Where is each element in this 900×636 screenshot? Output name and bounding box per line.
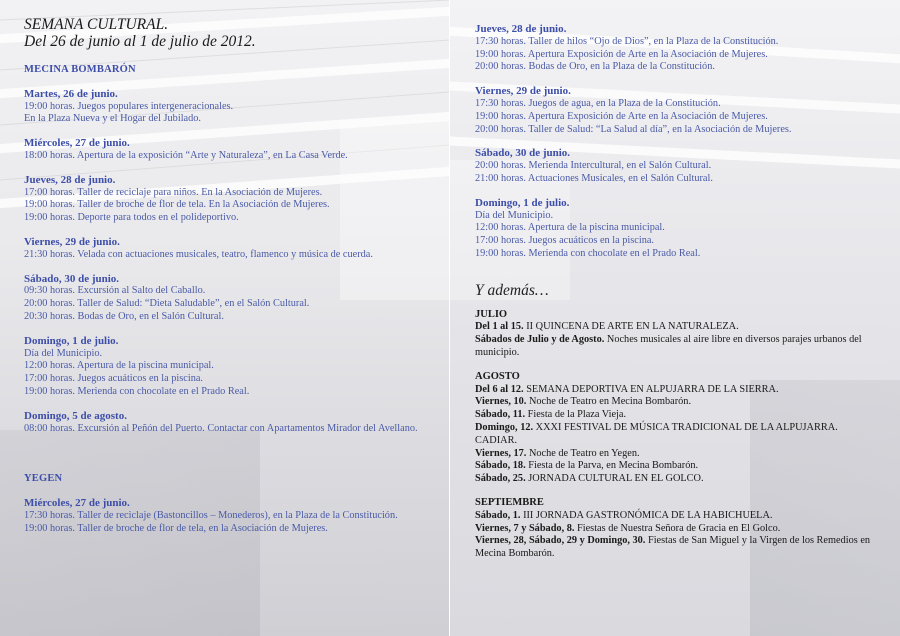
month-title: SEPTIEMBRE <box>475 496 544 508</box>
event-description: Fiesta de la Plaza Vieja. <box>525 409 627 421</box>
event-line: 19:00 horas. Merienda con chocolate en el Prado Real. <box>24 385 250 397</box>
event-date: Viernes, 10. <box>475 396 527 408</box>
month-event <box>475 510 880 523</box>
left-column <box>24 16 424 536</box>
day-title: Miércoles, 27 de junio. <box>24 497 130 510</box>
event-line: 17:30 horas. Taller de hilos “Ojo de Dios”, en la Plaza de la Constitución. <box>475 35 779 47</box>
day-block <box>24 88 424 126</box>
day-block <box>24 410 424 436</box>
event-line: 20:30 horas. Bodas de Oro, en el Salón Cultural. <box>24 310 224 322</box>
day-title: Martes, 26 de junio. <box>24 87 118 100</box>
day-block <box>24 174 424 225</box>
event-line: 17:00 horas. Taller de reciclaje para niños. En la Asociación de Mujeres. <box>24 186 323 198</box>
program-dates: Del 26 de junio al 1 de julio de 2012. <box>24 33 256 50</box>
event-line: 12:00 horas. Apertura de la piscina municipal. <box>24 360 214 372</box>
event-date: Sábado, 18. <box>475 460 526 472</box>
event-description: Fiestas de Nuestra Señora de Gracia en El Golco. <box>574 522 781 534</box>
right-page <box>450 0 900 636</box>
event-line: 08:00 horas. Excursión al Peñón del Puerto. Contactar con Apartamentos Mirador del Avellano. <box>24 422 418 434</box>
day-block <box>24 236 424 262</box>
event-description: Noche de Teatro en Mecina Bombarón. <box>526 396 692 408</box>
month-event <box>475 334 880 360</box>
day-block <box>475 197 880 261</box>
event-description: JORNADA CULTURAL EN EL GOLCO. <box>525 473 704 485</box>
event-description: SEMANA DEPORTIVA EN ALPUJARRA DE LA SIERRA. <box>523 383 779 395</box>
month-event <box>475 321 880 334</box>
event-line: 17:00 horas. Juegos acuáticos en la piscina. <box>475 235 655 247</box>
month-block <box>475 309 880 360</box>
month-event <box>475 473 880 486</box>
month-title: JULIO <box>475 308 508 320</box>
month-event <box>475 448 880 461</box>
event-description: II QUINCENA DE ARTE EN LA NATURALEZA. <box>523 321 739 333</box>
mecina-days-list <box>24 88 424 436</box>
month-event <box>475 409 880 422</box>
day-block <box>475 147 880 185</box>
event-description: XXXI FESTIVAL DE MÚSICA TRADICIONAL DE LA ALPUJARRA. CADIAR. <box>475 421 838 446</box>
event-line: 17:30 horas. Juegos de agua, en la Plaza de la Constitución. <box>475 97 721 109</box>
event-line: 12:00 horas. Apertura de la piscina municipal. <box>475 222 665 234</box>
event-description: III JORNADA GASTRONÓMICA DE LA HABICHUELA. <box>520 509 773 521</box>
event-line: 19:00 horas. Apertura Exposición de Arte en la Asociación de Mujeres. <box>475 48 768 60</box>
day-title: Viernes, 29 de junio. <box>475 85 571 98</box>
event-description: Fiesta de la Parva, en Mecina Bombarón. <box>525 460 699 472</box>
event-line: 19:00 horas. Deporte para todos en el polideportivo. <box>24 212 239 224</box>
event-date: Sábados de Julio y de Agosto. <box>475 334 605 346</box>
continuation-days-list <box>475 23 880 261</box>
day-block <box>24 335 424 399</box>
month-block <box>475 497 880 561</box>
day-title: Jueves, 28 de junio. <box>475 23 567 35</box>
month-title: AGOSTO <box>475 370 520 382</box>
event-line: 20:00 horas. Taller de Salud: “La Salud al día”, en la Asociación de Mujeres. <box>475 123 792 135</box>
event-line: 17:00 horas. Juegos acuáticos en la piscina. <box>24 373 204 385</box>
event-date: Del 1 al 15. <box>475 321 524 333</box>
event-description: Fiestas de San Miguel y la Virgen de los Remedios en Mecina Bombarón. <box>475 535 871 560</box>
event-line: 18:00 horas. Apertura de la exposición “Arte y Naturaleza”, en La Casa Verde. <box>24 149 348 161</box>
day-block <box>24 273 424 324</box>
event-description: Noche de Teatro en Yegen. <box>526 447 640 459</box>
ademas-heading: Y además… <box>475 281 549 299</box>
month-event <box>475 384 880 397</box>
day-block <box>24 137 424 163</box>
event-line: 20:00 horas. Taller de Salud: “Dieta Saludable”, en el Salón Cultural. <box>24 298 310 310</box>
event-line: 20:00 horas. Bodas de Oro, en la Plaza de la Constitución. <box>475 61 715 73</box>
day-block <box>24 497 424 535</box>
day-block <box>475 23 880 74</box>
event-date: Viernes, 7 y Sábado, 8. <box>475 522 575 534</box>
event-line: 21:00 horas. Actuaciones Musicales, en el Salón Cultural. <box>475 172 713 184</box>
right-column <box>475 23 880 561</box>
month-block <box>475 371 880 486</box>
section-yegen: YEGEN <box>24 473 63 485</box>
section-mecina-bombaron: MECINA BOMBARÓN <box>24 64 136 75</box>
event-date: Del 6 al 12. <box>475 383 524 395</box>
yegen-days-list <box>24 497 424 535</box>
month-event <box>475 396 880 409</box>
event-line: 19:00 horas. Juegos populares intergeneracionales. <box>24 100 234 112</box>
day-title: Viernes, 29 de junio. <box>24 235 120 248</box>
event-line: Día del Municipio. <box>475 209 554 221</box>
event-line: 19:00 horas. Taller de broche de flor de tela. En la Asociación de Mujeres. <box>24 199 330 211</box>
event-line: 17:30 horas. Taller de reciclaje (Bastoncillos – Monederos), en la Plaza de la Constitución. <box>24 509 398 521</box>
event-line: 19:00 horas. Merienda con chocolate en el Prado Real. <box>475 247 701 259</box>
event-date: Sábado, 25. <box>475 473 526 485</box>
program-title: SEMANA CULTURAL. <box>24 16 169 33</box>
day-title: Miércoles, 27 de junio. <box>24 137 130 150</box>
event-line: 09:30 horas. Excursión al Salto del Caballo. <box>24 285 206 297</box>
month-event <box>475 523 880 536</box>
event-date: Viernes, 28, Sábado, 29 y Domingo, 30. <box>475 535 646 547</box>
day-title: Domingo, 1 de julio. <box>475 196 570 209</box>
event-date: Viernes, 17. <box>475 447 527 459</box>
month-event <box>475 422 880 448</box>
day-title: Domingo, 5 de agosto. <box>24 409 127 422</box>
event-line: En la Plaza Nueva y el Hogar del Jubilado. <box>24 113 201 125</box>
day-title: Jueves, 28 de junio. <box>24 173 116 186</box>
month-event <box>475 535 880 561</box>
event-date: Sábado, 1. <box>475 509 521 521</box>
event-date: Domingo, 12. <box>475 421 534 433</box>
months-list <box>475 309 880 561</box>
day-block <box>475 85 880 136</box>
event-description: Noches musicales al aire libre en diversos parajes urbanos del municipio. <box>475 334 862 358</box>
day-title: Sábado, 30 de junio. <box>475 147 571 160</box>
event-line: 21:30 horas. Velada con actuaciones musicales, teatro, flamenco y música de cuerda. <box>24 248 373 260</box>
event-line: 19:00 horas. Taller de broche de flor de tela, en la Asociación de Mujeres. <box>24 522 328 534</box>
month-event <box>475 460 880 473</box>
event-line: 19:00 horas. Apertura Exposición de Arte en la Asociación de Mujeres. <box>475 110 768 122</box>
event-line: 20:00 horas. Merienda Intercultural, en el Salón Cultural. <box>475 160 712 172</box>
day-title: Domingo, 1 de julio. <box>24 334 119 347</box>
event-date: Sábado, 11. <box>475 409 526 421</box>
event-line: Día del Municipio. <box>24 347 103 359</box>
day-title: Sábado, 30 de junio. <box>24 272 120 285</box>
